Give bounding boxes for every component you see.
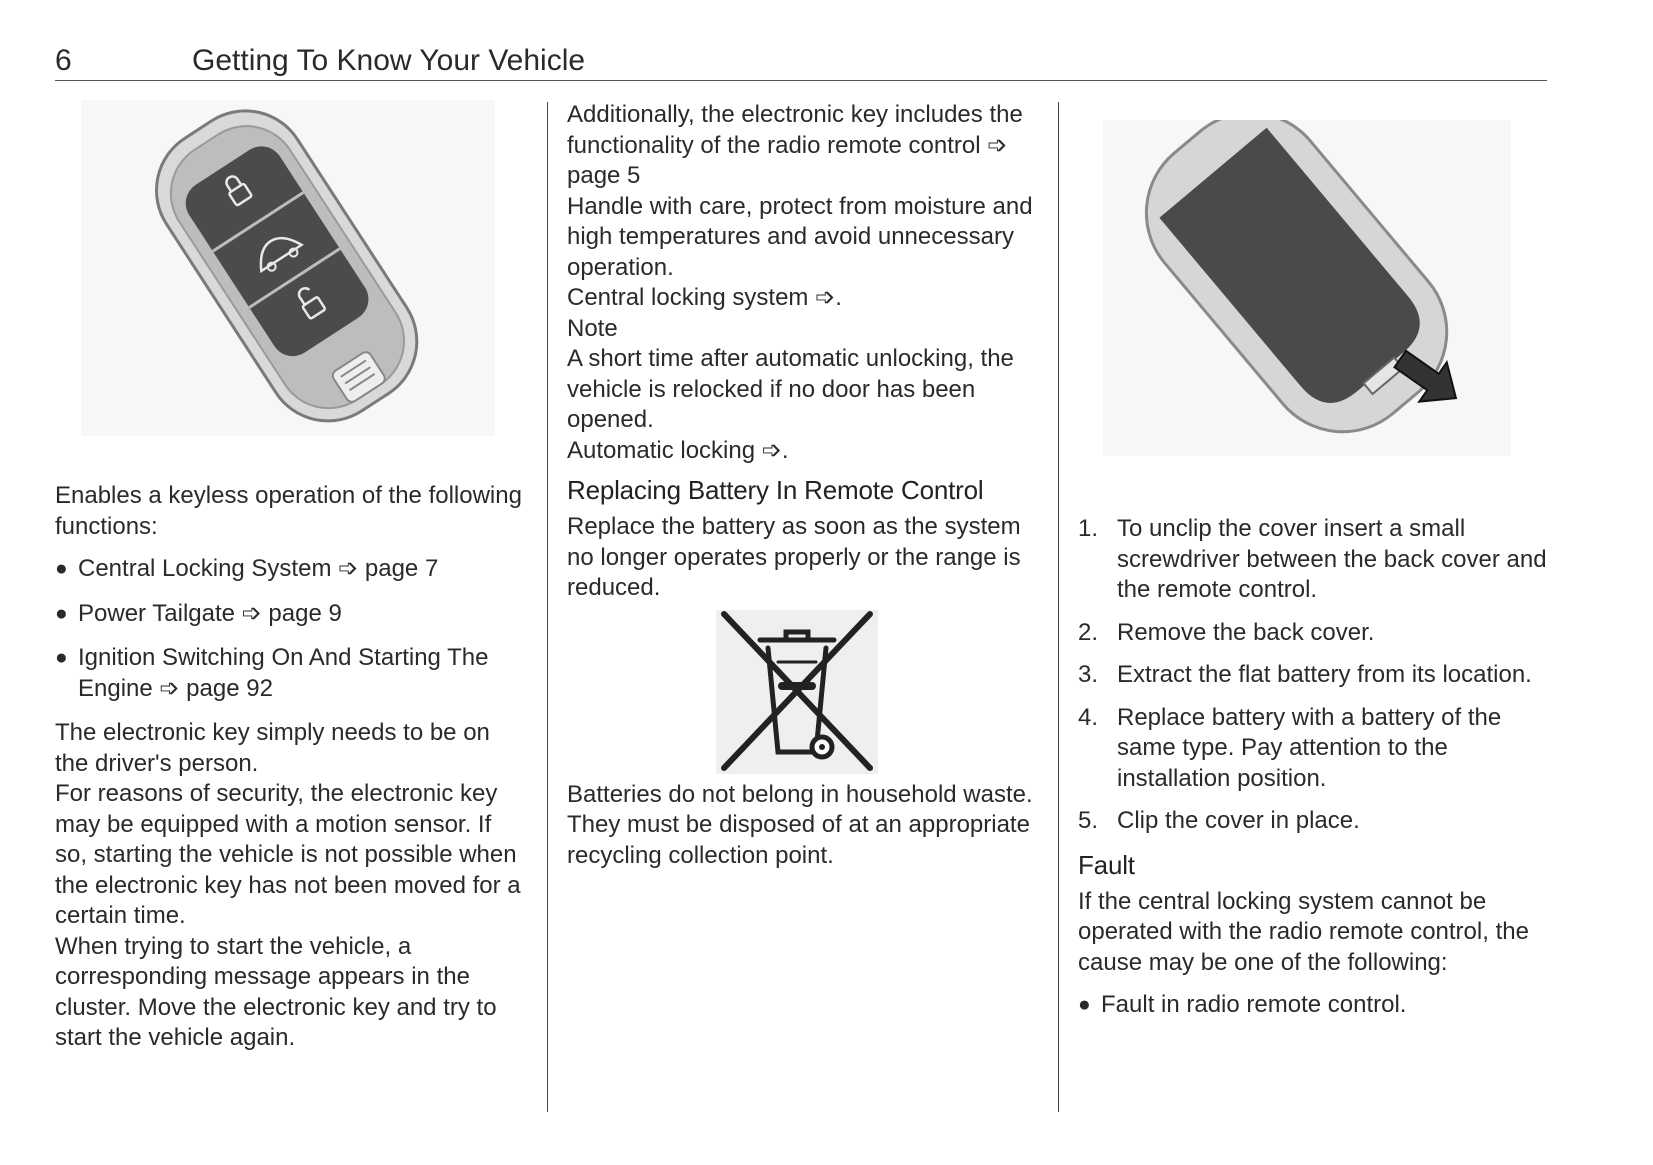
column-1 [55, 100, 525, 1054]
list-item: ● Fault in radio remote control. [1078, 990, 1548, 1021]
section-heading: Replacing Battery In Remote Control [567, 475, 984, 505]
fault-list [1078, 990, 1548, 1021]
list-item: 4. Replace battery with a battery of the same type. Pay attention to the installation position. [1078, 703, 1502, 792]
list-item: ● Ignition Switching On And Starting The Engine ➩ page 92 [55, 643, 525, 704]
list-item: 3. Extract the flat battery from its location. [1078, 661, 1532, 688]
crossed-out-bin-icon [716, 610, 878, 774]
section-heading: Fault [1078, 849, 1135, 880]
paragraph: Handle with care, protect from moisture and high temperatures and avoid unnecessary operation. [567, 192, 1033, 281]
note-text: A short time after automatic unlocking, the vehicle is relocked if no door has been opened. [567, 345, 1014, 433]
remote-back-cover-illustration [1103, 120, 1511, 456]
column-divider [547, 102, 548, 1112]
remote-back-icon [1103, 120, 1511, 456]
paragraph: Batteries do not belong in household waste. They must be disposed of at an appropriate recycling collection point. [567, 780, 1033, 869]
list-item: ● Central Locking System ➩ page 7 [55, 554, 525, 585]
paragraph: Central locking system ➩. [567, 284, 842, 311]
page-number: 6 [55, 44, 72, 77]
paragraph: Automatic locking ➩. [567, 436, 789, 464]
note-label: Note [567, 314, 618, 342]
paragraph: The electronic key simply needs to be on the driver's person. [55, 719, 490, 777]
weee-symbol-illustration [716, 610, 878, 774]
column-2 [567, 100, 1037, 871]
paragraph: When trying to start the vehicle, a corresponding message appears in the cluster. Move the electronic key and try to start the vehicle again. [55, 932, 497, 1051]
paragraph: For reasons of security, the electronic key may be equipped with a motion sensor. If so, starting the vehicle is not possible when the electronic key has not been moved for a certain time. [55, 780, 521, 929]
paragraph: Replace the battery as soon as the system no longer operates properly or the range is reduced. [567, 513, 1021, 601]
page-title: Getting To Know Your Vehicle [192, 44, 586, 77]
function-list [55, 554, 525, 704]
key-fob-illustration [81, 100, 495, 436]
list-item: 2. Remove the back cover. [1078, 618, 1375, 646]
intro-text: Enables a keyless operation of the following functions: [55, 482, 522, 540]
paragraph: Additionally, the electronic key includes the functionality of the radio remote control ➩ page 5 [567, 101, 1023, 189]
list-item: 5. Clip the cover in place. [1078, 807, 1360, 834]
key-fob-icon [81, 100, 495, 436]
list-item: 1. To unclip the cover insert a small screwdriver between the back cover and the remote control. [1078, 515, 1547, 603]
paragraph: If the central locking system cannot be operated with the radio remote control, the cause may be one of the following: [1078, 887, 1529, 976]
steps-list [1078, 514, 1548, 837]
column-3 [1078, 100, 1548, 1035]
column-divider [1058, 102, 1059, 1112]
page-header [55, 42, 1547, 81]
list-item: ● Power Tailgate ➩ page 9 [55, 599, 525, 630]
